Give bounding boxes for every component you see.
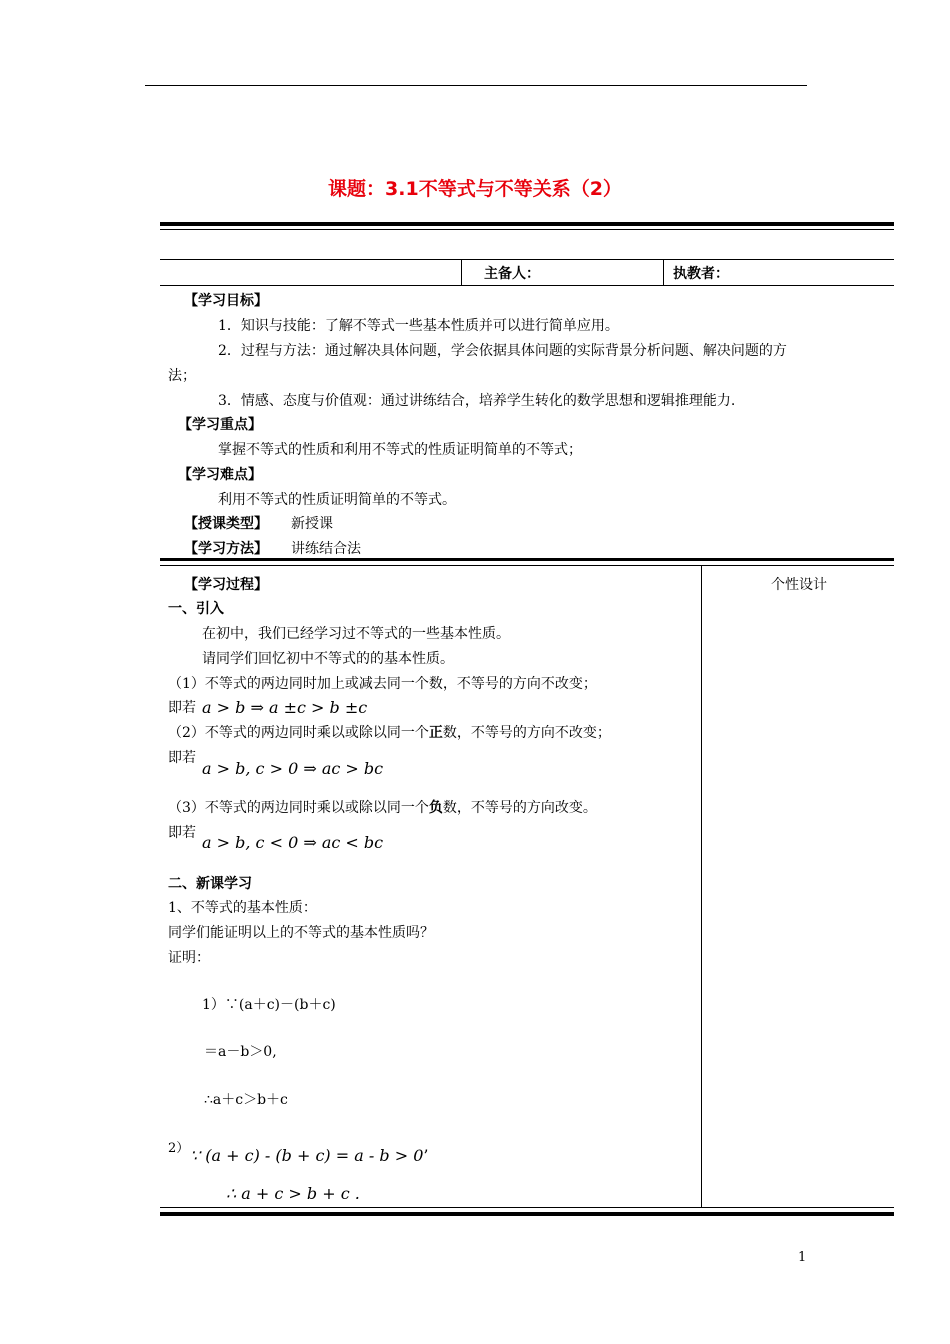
property-1-formula: a > b ⇒ a ±c > b ±c xyxy=(202,698,368,717)
objective-item: 3．情感、态度与价值观：通过讲练结合，培养学生转化的数学思想和逻辑推理能力. xyxy=(218,393,736,409)
method-text: 讲练结合法 xyxy=(291,541,361,557)
side-heading: 个性设计 xyxy=(771,577,827,593)
difficulties-heading: 【学习难点】 xyxy=(178,467,262,483)
proof-2-line: ∴ a + c > b + c . xyxy=(226,1184,360,1203)
property-3-formula: a > b, c < 0 ⇒ ac < bc xyxy=(202,833,384,852)
property-3-text: 数，不等号的方向改变。 xyxy=(442,800,597,816)
preparer-label: 主备人： xyxy=(484,266,540,282)
property-3 xyxy=(168,797,597,817)
objectives-heading: 【学习目标】 xyxy=(184,293,268,309)
bottom-rule-thin xyxy=(160,1207,894,1208)
property-2 xyxy=(168,722,611,742)
header-row-bottom xyxy=(160,285,894,286)
proof-2-comma: ’ xyxy=(423,1146,429,1165)
process-heading: 【学习过程】 xyxy=(184,577,268,593)
process-rule-thick xyxy=(160,558,894,561)
section-new-heading: 二、新课学习 xyxy=(168,876,252,892)
proof-2-formula: ∵ (a + c) - (b + c) = a - b > 0 xyxy=(190,1146,424,1165)
title-rule-thin xyxy=(160,229,894,230)
header-row-top xyxy=(160,259,894,260)
property-2-emphasis: 正 xyxy=(428,725,443,741)
side-column-divider xyxy=(701,565,702,1207)
objective-item: 2．过程与方法：通过解决具体问题，学会依据具体问题的实际背景分析问题、解决问题的方 xyxy=(218,343,787,359)
lesson-type-text: 新授课 xyxy=(291,516,333,532)
lesson-type-heading: 【授课类型】 xyxy=(184,516,268,532)
property-2-text: （2）不等式的两边同时乘以或除以同一个 xyxy=(168,725,429,741)
process-rule-thin xyxy=(160,565,894,566)
bottom-rule-thick xyxy=(160,1212,894,1216)
page-number: 1 xyxy=(798,1250,807,1265)
header-divider-1 xyxy=(461,259,462,286)
property-2-text: 数，不等号的方向不改变； xyxy=(442,725,611,741)
proof-1-line: ∴a＋c＞b＋c xyxy=(204,1092,288,1108)
property-2-formula: a > b, c > 0 ⇒ ac > bc xyxy=(202,759,384,778)
property-3-prefix: 即若 xyxy=(168,825,196,841)
intro-text: 请同学们回忆初中不等式的的基本性质。 xyxy=(202,651,454,667)
proof-1-line: 1）∵(a＋c)－(b＋c) xyxy=(202,997,336,1013)
teacher-label: 执教者： xyxy=(673,266,729,282)
objective-item: 法； xyxy=(168,368,196,384)
new-text: 同学们能证明以上的不等式的基本性质吗？ xyxy=(168,925,434,941)
key-points-text: 掌握不等式的性质和利用不等式的性质证明简单的不等式； xyxy=(218,442,582,458)
difficulties-text: 利用不等式的性质证明简单的不等式。 xyxy=(218,492,456,508)
section-intro-heading: 一、引入 xyxy=(168,601,224,617)
property-1: （1）不等式的两边同时加上或减去同一个数，不等号的方向不改变； xyxy=(168,676,597,692)
proof-1-line: ＝a－b＞0, xyxy=(204,1044,277,1060)
new-text: 1、不等式的基本性质： xyxy=(168,900,317,916)
property-3-text: （3）不等式的两边同时乘以或除以同一个 xyxy=(168,800,429,816)
method-heading: 【学习方法】 xyxy=(184,541,268,557)
title-rule-thick xyxy=(160,222,894,226)
proof-2-label: 2） xyxy=(168,1141,190,1156)
header-divider-2 xyxy=(663,259,664,286)
page-title: 课题：3.1不等式与不等关系（2） xyxy=(328,178,622,200)
property-1-prefix: 即若 xyxy=(168,700,196,716)
intro-text: 在初中，我们已经学习过不等式的一些基本性质。 xyxy=(202,626,510,642)
proof-2-line xyxy=(190,1146,428,1165)
key-points-heading: 【学习重点】 xyxy=(178,417,262,433)
header-rule xyxy=(145,85,807,86)
proof-label: 证明： xyxy=(168,950,210,966)
objective-item: 1．知识与技能：了解不等式一些基本性质并可以进行简单应用。 xyxy=(218,318,619,334)
property-3-emphasis: 负 xyxy=(428,800,443,816)
property-2-prefix: 即若 xyxy=(168,750,196,766)
